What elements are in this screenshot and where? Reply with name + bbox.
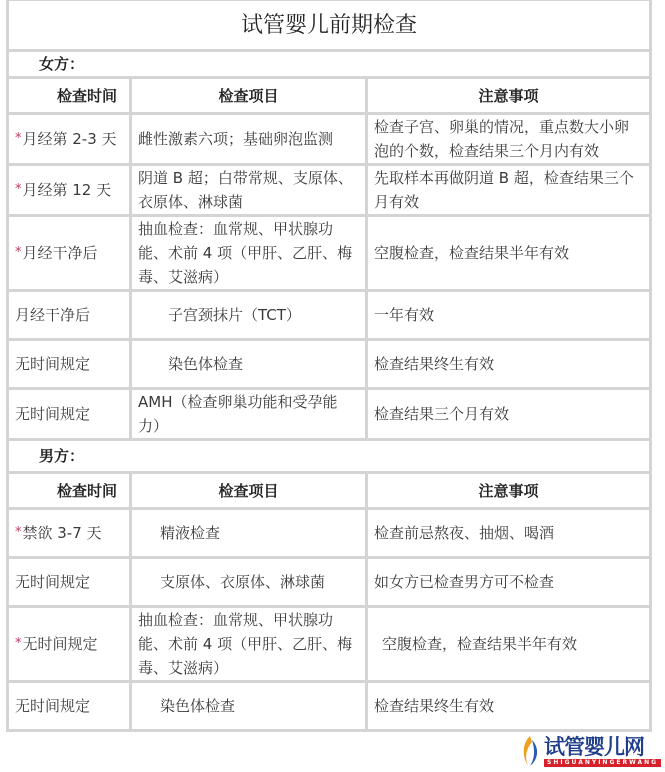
required-star-icon: * [15,131,22,146]
column-header-item: 检查项目 [131,78,367,114]
table-row [8,682,651,731]
note-cell: 空腹检查，检查结果半年有效 [367,607,651,682]
table-row [8,389,651,440]
time-cell: *月经干净后 [8,216,131,291]
watermark-site-name: 试管婴儿网 [544,733,644,759]
table-row [8,165,651,216]
note-cell: 如女方已检查男方可不检查 [367,558,651,607]
male-section-label: 男方： [8,440,651,473]
column-header-note: 注意事项 [367,78,651,114]
item-cell: 子宫颈抹片（TCT） [131,291,367,340]
item-cell: 抽血检查：血常规、甲状腺功能、术前 4 项（甲肝、乙肝、梅毒、艾滋病） [131,216,367,291]
female-section-row [8,51,651,78]
time-cell: *禁欲 3-7 天 [8,509,131,558]
note-cell: 检查结果终生有效 [367,340,651,389]
note-cell: 一年有效 [367,291,651,340]
required-star-icon: * [15,245,22,260]
table-row [8,509,651,558]
time-cell: 无时间规定 [8,389,131,440]
note-cell: 检查结果终生有效 [367,682,651,731]
ivf-exam-table [6,0,652,732]
male-header-row [8,473,651,509]
item-cell: 染色体检查 [131,340,367,389]
time-cell: 月经干净后 [8,291,131,340]
table-row [8,114,651,165]
table-row [8,340,651,389]
flame-logo-icon [518,734,542,768]
note-cell: 检查前忌熬夜、抽烟、喝酒 [367,509,651,558]
note-cell: 检查结果三个月有效 [367,389,651,440]
column-header-time: 检查时间 [8,473,131,509]
table-row [8,291,651,340]
required-star-icon: * [15,182,22,197]
column-header-note: 注意事项 [367,473,651,509]
required-star-icon: * [15,525,22,540]
item-cell: 抽血检查：血常规、甲状腺功能、术前 4 项（甲肝、乙肝、梅毒、艾滋病） [131,607,367,682]
table-row [8,216,651,291]
time-cell: *月经第 12 天 [8,165,131,216]
item-cell: 支原体、衣原体、淋球菌 [131,558,367,607]
time-cell: *无时间规定 [8,607,131,682]
exam-sheet [6,0,649,732]
item-cell: 雌性激素六项；基础卵泡监测 [131,114,367,165]
table-row [8,558,651,607]
page-title: 试管婴儿前期检查 [8,0,651,51]
note-cell: 先取样本再做阴道 B 超，检查结果三个月有效 [367,165,651,216]
female-header-row [8,78,651,114]
title-row [8,0,651,51]
column-header-item: 检查项目 [131,473,367,509]
watermark-subtitle: SHIGUANYINGERWANG [544,759,661,767]
time-cell: 无时间规定 [8,558,131,607]
item-cell: 精液检查 [131,509,367,558]
required-star-icon: * [15,636,22,651]
note-cell: 检查子宫、卵巢的情况，重点数大小卵泡的个数，检查结果三个月内有效 [367,114,651,165]
female-section-label: 女方： [8,51,651,78]
item-cell: 染色体检查 [131,682,367,731]
item-cell: AMH（检查卵巢功能和受孕能力） [131,389,367,440]
site-watermark [518,731,665,770]
male-section-row [8,440,651,473]
note-cell: 空腹检查，检查结果半年有效 [367,216,651,291]
table-row [8,607,651,682]
column-header-time: 检查时间 [8,78,131,114]
time-cell: *月经第 2-3 天 [8,114,131,165]
time-cell: 无时间规定 [8,340,131,389]
time-cell: 无时间规定 [8,682,131,731]
item-cell: 阴道 B 超；白带常规、支原体、衣原体、淋球菌 [131,165,367,216]
